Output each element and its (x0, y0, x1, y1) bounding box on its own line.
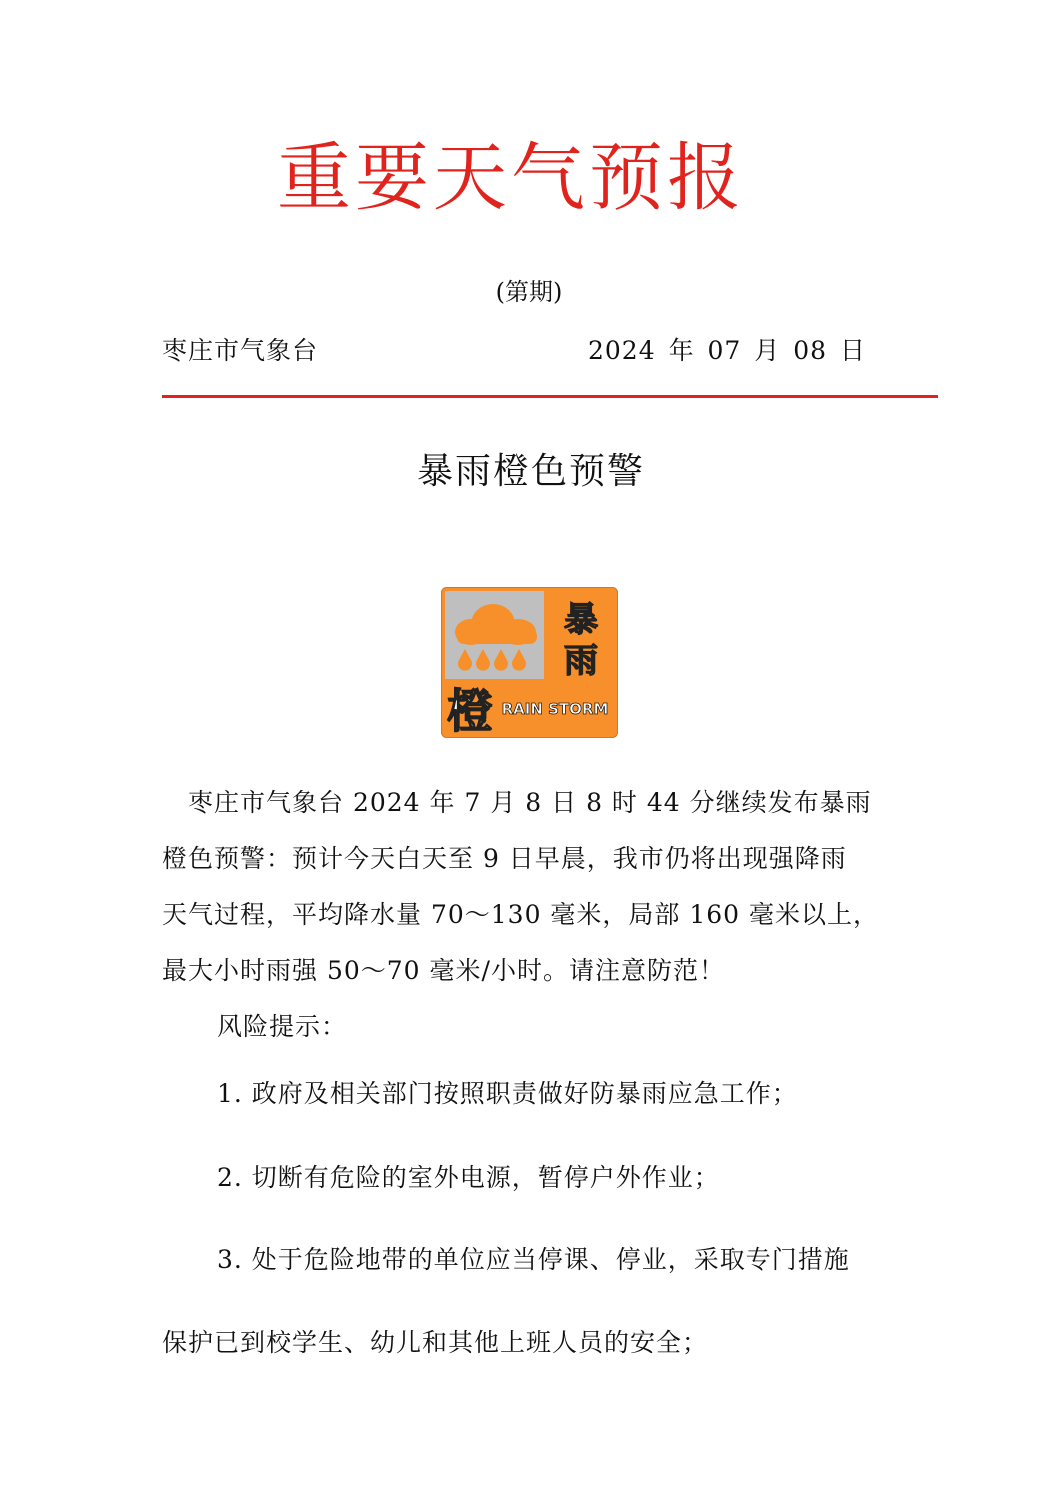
masthead-title: 重要天气预报 (277, 135, 745, 221)
issuer-name: 枣庄市气象台 (162, 336, 319, 365)
risk-item: 3. 处于危险地带的单位应当停课、停业，采取专门措施 (217, 1245, 850, 1274)
risk-heading: 风险提示： (217, 1012, 348, 1041)
paragraph-line: 枣庄市气象台 2024 年 7 月 8 日 8 时 44 分继续发布暴雨 (162, 788, 872, 817)
paragraph-line: 天气过程，平均降水量 70～130 毫米，局部 160 毫米以上， (162, 900, 880, 929)
paragraph-line: 橙色预警：预计今天白天至 9 日早晨，我市仍将出现强降雨 (162, 844, 847, 873)
risk-item: 1. 政府及相关部门按照职责做好防暴雨应急工作； (217, 1079, 798, 1108)
warning-title: 暴雨橙色预警 (416, 451, 645, 492)
icon-char-bao: 暴 (564, 600, 598, 640)
issue-number: (第期) (495, 278, 563, 306)
rainstorm-orange-warning-icon (441, 587, 618, 738)
paragraph-line: 最大小时雨强 50～70 毫米/小时。请注意防范！ (162, 956, 725, 985)
icon-char-yu: 雨 (564, 641, 598, 681)
header-divider (162, 395, 938, 398)
issue-date: 2024 年 07 月 08 日 (588, 336, 866, 365)
icon-char-cheng: 橙 (447, 684, 493, 738)
icon-english-label: RAIN STORM (501, 700, 609, 718)
risk-item: 2. 切断有危险的室外电源，暂停户外作业； (217, 1163, 720, 1192)
risk-item-continuation: 保护已到校学生、幼儿和其他上班人员的安全； (162, 1328, 709, 1357)
